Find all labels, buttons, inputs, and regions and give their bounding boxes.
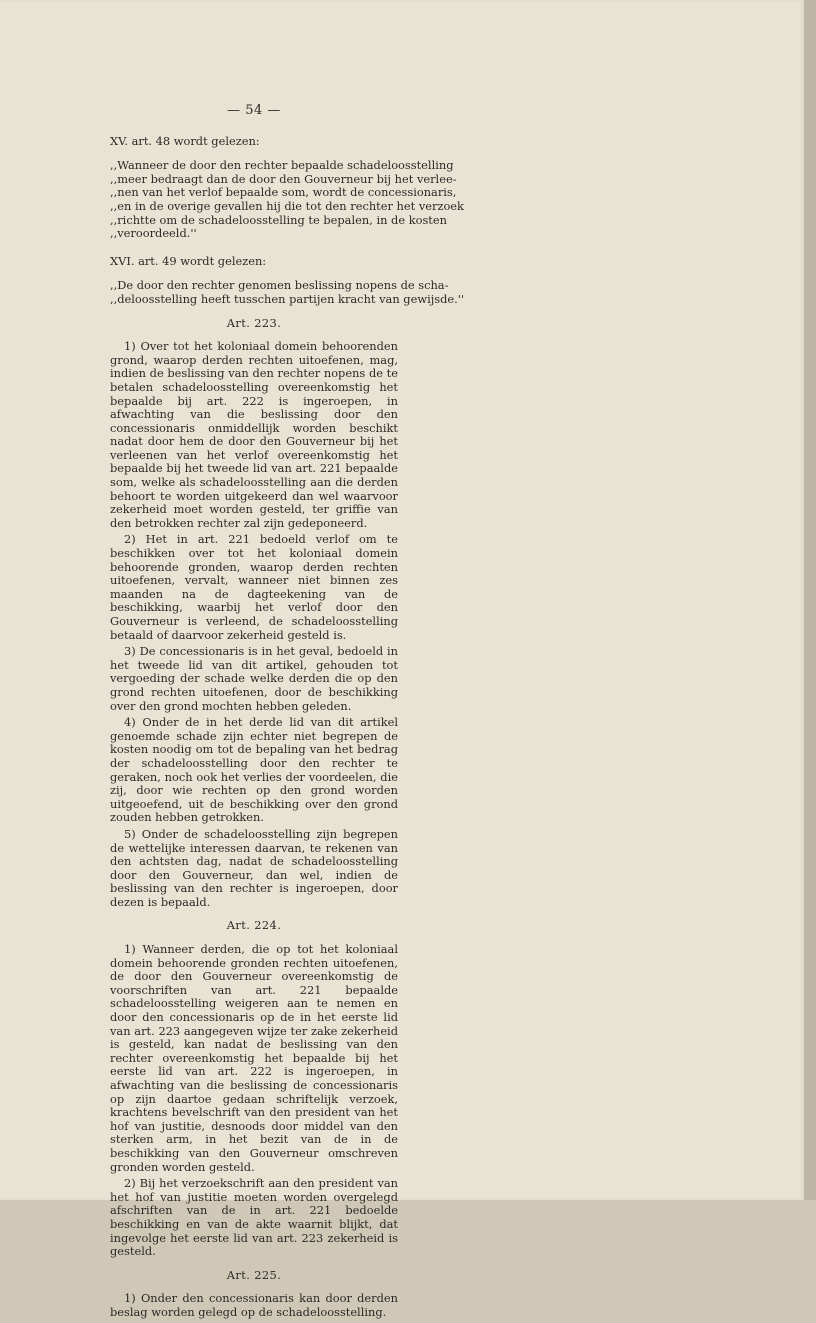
quote-line: ,,De door den rechter genomen beslissing nopens de scha- [110, 278, 449, 293]
page-number: — 54 — [227, 103, 281, 118]
section-xv-heading: XV. art. 48 wordt gelezen: [110, 133, 260, 148]
quote-line: ,,richtte om de schadeloosstelling te bepalen, in de kosten [110, 212, 447, 227]
section-xv-quote [110, 158, 464, 241]
page-content [110, 103, 464, 1323]
article-223-paragraph: 3) De concessionaris is in het geval, bedoeld in het tweede lid van dit artikel, gehouden tot vergoeding der schade welke derden die op den grond rechten uitoefenen, door de beschikking over den grond mochten hebben geleden. [110, 644, 398, 713]
quote-line: ,,Wanneer de door den rechter bepaalde schadeloosstelling [110, 158, 454, 173]
section-xvi-quote [110, 278, 464, 306]
article-223-paragraph: 5) Onder de schadeloosstelling zijn begrepen de wettelijke interessen daarvan, te rekenen van den achtsten dag, nadat de schadeloosstelling door den Gouverneur, dan wel, indien de beslissing van den rechter is ingeroepen, door dezen is bepaald. [110, 826, 398, 909]
quote-line: ,,nen van het verlof bepaalde som, wordt de concessionaris, [110, 185, 457, 200]
article-225-title: Art. 225. [226, 1267, 282, 1282]
article-223-title: Art. 223. [226, 315, 282, 330]
article-224-paragraph: 2) Bij het verzoekschrift aan den president van het hof van justitie moeten worden overgelegd afschriften van de in art. 221 bedoelde beschikking en van de akte waarnit blijkt, dat ingevolge het eerste lid van art. 223 zekerheid is gesteld. [110, 1176, 398, 1259]
quote-line: ,,en in de overige gevallen hij die tot den rechter het verzoek [110, 198, 464, 213]
article-223-paragraph: 2) Het in art. 221 bedoeld verlof om te beschikken over tot het koloniaal domein behoorende gronden, waarop derden rechten uitoefenen, vervalt, wanneer niet binnen zes maanden na de dagteekening van de beschikking, waarbij het verlof door den Gouverneur is verleend, de schadeloosstelling betaald of daarvoor zekerheid gesteld is. [110, 532, 398, 642]
quote-line: ,,veroordeeld.'' [110, 226, 197, 241]
section-xvi-heading: XVI. art. 49 wordt gelezen: [110, 253, 267, 268]
article-223-paragraph: 4) Onder de in het derde lid van dit artikel genoemde schade zijn echter niet begrepen de kosten noodig om tot de bepaling van het bedrag der schadeloosstelling door den rechter te geraken, noch ook het verlies der voordeelen, die zij, door wie rechten op den grond worden uitgeoefend, uit de beschikking over den grond zouden hebben getrokken. [110, 715, 398, 825]
article-224-title: Art. 224. [226, 918, 282, 933]
article-225-paragraph: 1) Onder den concessionaris kan door derden beslag worden gelegd op de schadeloosstelling. [110, 1291, 398, 1319]
quote-line: ,,meer bedraagt dan de door den Gouverneur bij het verlee- [110, 171, 457, 186]
quote-line: ,,deloosstelling heeft tusschen partijen kracht van gewijsde.'' [110, 291, 464, 306]
article-223-paragraph: 1) Over tot het koloniaal domein behoorenden grond, waarop derden rechten uitoefenen, mag, indien de beslissing van den rechter nopens de te betalen schadeloosstelling overeenkomstig het bepaalde bij art. 222 is ingeroepen, in afwachting van die beslissing door den concessionaris onmiddellijk worden beschikt nadat door hem de door den Gouverneur bij het verleenen van het verlof overeenkomstig het bepaalde bij het tweede lid van art. 221 bepaalde som, welke als schadeloosstelling aan die derden behoort te worden uitgekeerd dan wel waarvoor zekerheid moet worden gesteld, ter griffie van den betrokken rechter zal zijn gedeponeerd. [110, 339, 398, 530]
scan-edge [804, 0, 816, 1200]
article-224-paragraph: 1) Wanneer derden, die op tot het koloniaal domein behoorende gronden rechten uitoefenen, de door den Gouverneur overeenkomstig de voorschriften van art. 221 bepaalde schadeloosstelling weigeren aan te nemen en door den concessionaris op de in het eerste lid van art. 223 aangegeven wijze ter zake zekerheid is gesteld, kan nadat de beslissing van den rechter overeenkomstig het bepaalde bij het eerste lid van art. 222 is ingeroepen, in afwachting van die beslissing de concessionaris op zijn daartoe gedaan schriftelijk verzoek, krachtens bevelschrift van den president van het hof van justitie, desnoods door middel van den sterken arm, in het bezit van de in de beschikking van den Gouverneur omschreven gronden worden gesteld. [110, 942, 398, 1174]
